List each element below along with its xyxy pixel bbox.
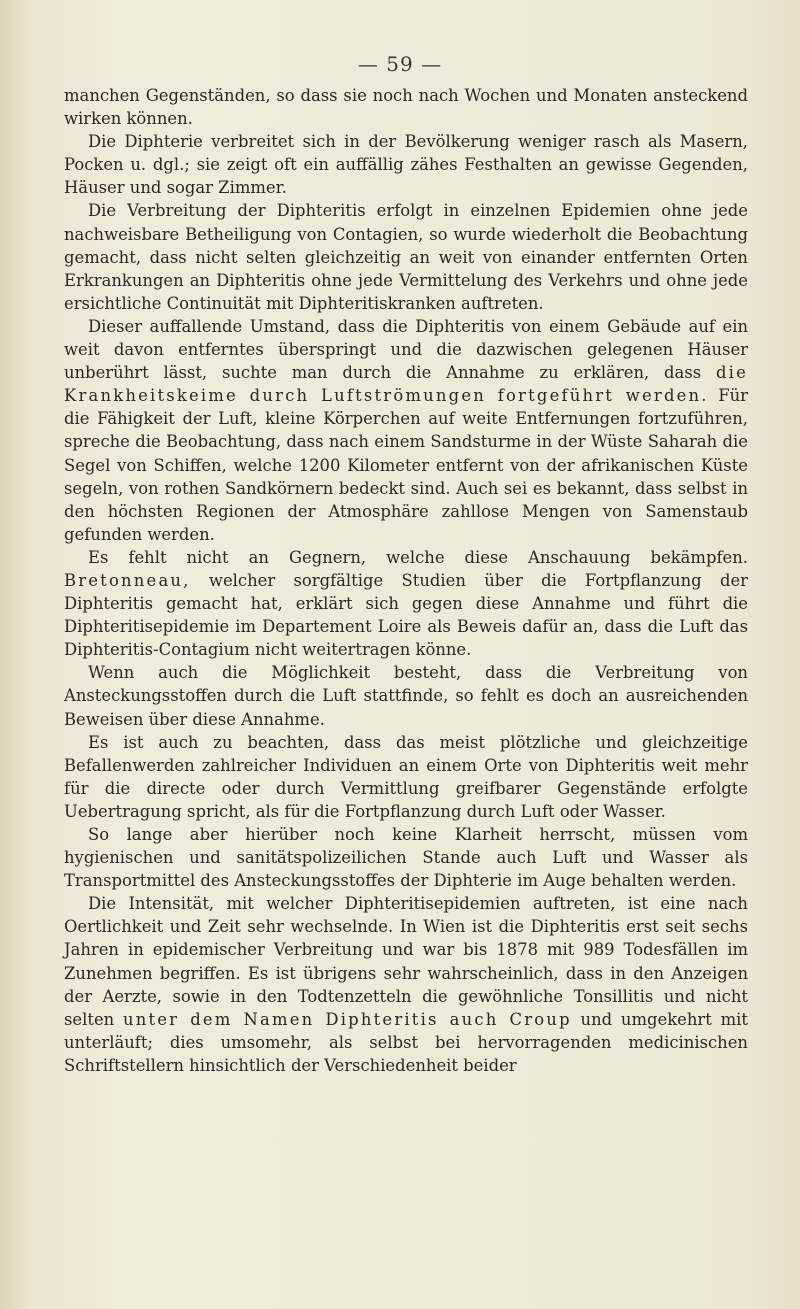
paragraph-4-text-start: Dieser auffallende Umstand, dass die Diphteritis von einem Gebäude auf ein weit davon entferntes überspringt und die dazwischen gelegenen Häuser unberührt lässt, suchte man durch die Annahme zu erklären, dass [64, 316, 748, 383]
paragraph-8: So lange aber hierüber noch keine Klarheit herrscht, müssen vom hygienischen und sanitätspolizeilichen Stande auch Luft und Wasser als Transportmittel des Ansteckungsstoffes der Diphterie im Auge behalten werden. [64, 825, 748, 891]
paragraph-4-emphasis: die Krankheitskeime durch Luftströmungen fortgeführt werden. [64, 363, 748, 406]
body-text [64, 84, 748, 1077]
paragraph-5 [64, 546, 748, 661]
paragraph-2: Die Diphterie verbreitet sich in der Bevölkerung weniger rasch als Masern, Pocken u. dgl.; sie zeigt oft ein auffällig zähes Festhalten an gewisse Gegenden, Häuser und sogar Zimmer. [64, 132, 748, 198]
paragraph-5-emphasis: Bretonneau, [64, 570, 191, 590]
paragraph-9-text-end: und umgekehrt mit unterläuft; dies umsomehr, als selbst bei hervorragenden medicinischen Schriftstellern hinsichtlich der Verschiedenheit beider [64, 1009, 748, 1075]
page-number: — 59 — [357, 52, 443, 76]
paragraph-9 [64, 892, 748, 1077]
paragraph-9-text-start: Die Intensität, mit welcher Diphteritisepidemien auftreten, ist eine nach Oertlichkeit und Zeit sehr wechselnde. In Wien ist die Diphteritis erst seit sechs Jahren in epidemischer Verbreitung und war bis 1878 mit 989 Todesfällen im Zunehmen begriffen. Es ist übrigens sehr wahrscheinlich, dass in den Anzeigen der Aerzte, sowie in den Todtenzetteln die gewöhnliche Tonsillitis und nicht selten [64, 894, 748, 1029]
paragraph-5-text-start: Es fehlt nicht an Gegnern, welche diese Anschauung bekämpfen. [88, 547, 748, 567]
paragraph-7: Es ist auch zu beachten, dass das meist plötzliche und gleichzeitige Befallenwerden zahlreicher Individuen an einem Orte von Diphteritis weit mehr für die directe oder durch Vermittlung greifbarer Gegenstände erfolgte Uebertragung spricht, als für die Fortpflanzung durch Luft oder Wasser. [64, 732, 748, 821]
paragraph-4-text-end: Für die Fähigkeit der Luft, kleine Körperchen auf weite Entfernungen fortzuführen, spreche die Beobachtung, dass nach einem Sandsturme in der Wüste Saharah die Segel von Schiffen, welche 1200 Kilometer entfernt von der afrikanischen Küste segeln, von rothen Sandkörnern bedeckt sind. Auch sei es bekannt, dass selbst in den höchsten Regionen der Atmosphäre zahllose Mengen von Samenstaub gefunden werden. [64, 386, 748, 544]
paragraph-4 [64, 315, 748, 546]
paragraph-6: Wenn auch die Möglichkeit besteht, dass die Verbreitung von Ansteckungsstoffen durch die Luft stattfinde, so fehlt es doch an ausreichenden Beweisen über diese Annahme. [64, 663, 748, 729]
paragraph-3: Die Verbreitung der Diphteritis erfolgt in einzelnen Epidemien ohne jede nachweisbare Betheiligung von Contagien, so wurde wiederholt die Beobachtung gemacht, dass nicht selten gleichzeitig an weit von einander entfernten Orten Erkrankungen an Diphteritis ohne jede Vermittelung des Verkehrs und ohne jede ersichtliche Continuität mit Diphteritiskranken auftreten. [64, 201, 748, 313]
paragraph-1: manchen Gegenständen, so dass sie noch nach Wochen und Monaten ansteckend wirken können. [64, 86, 748, 129]
paragraph-9-emphasis: unter dem Namen Diphteritis auch Croup [122, 1009, 572, 1029]
paragraph-5-text-end: welcher sorgfältige Studien über die Fortpflanzung der Diphteritis gemacht hat, erklärt sich gegen diese Annahme und führt die Diphteritisepidemie im Departement Loire als Beweis dafür an, dass die Luft das Diphteritis-Contagium nicht weitertragen könne. [64, 570, 748, 660]
